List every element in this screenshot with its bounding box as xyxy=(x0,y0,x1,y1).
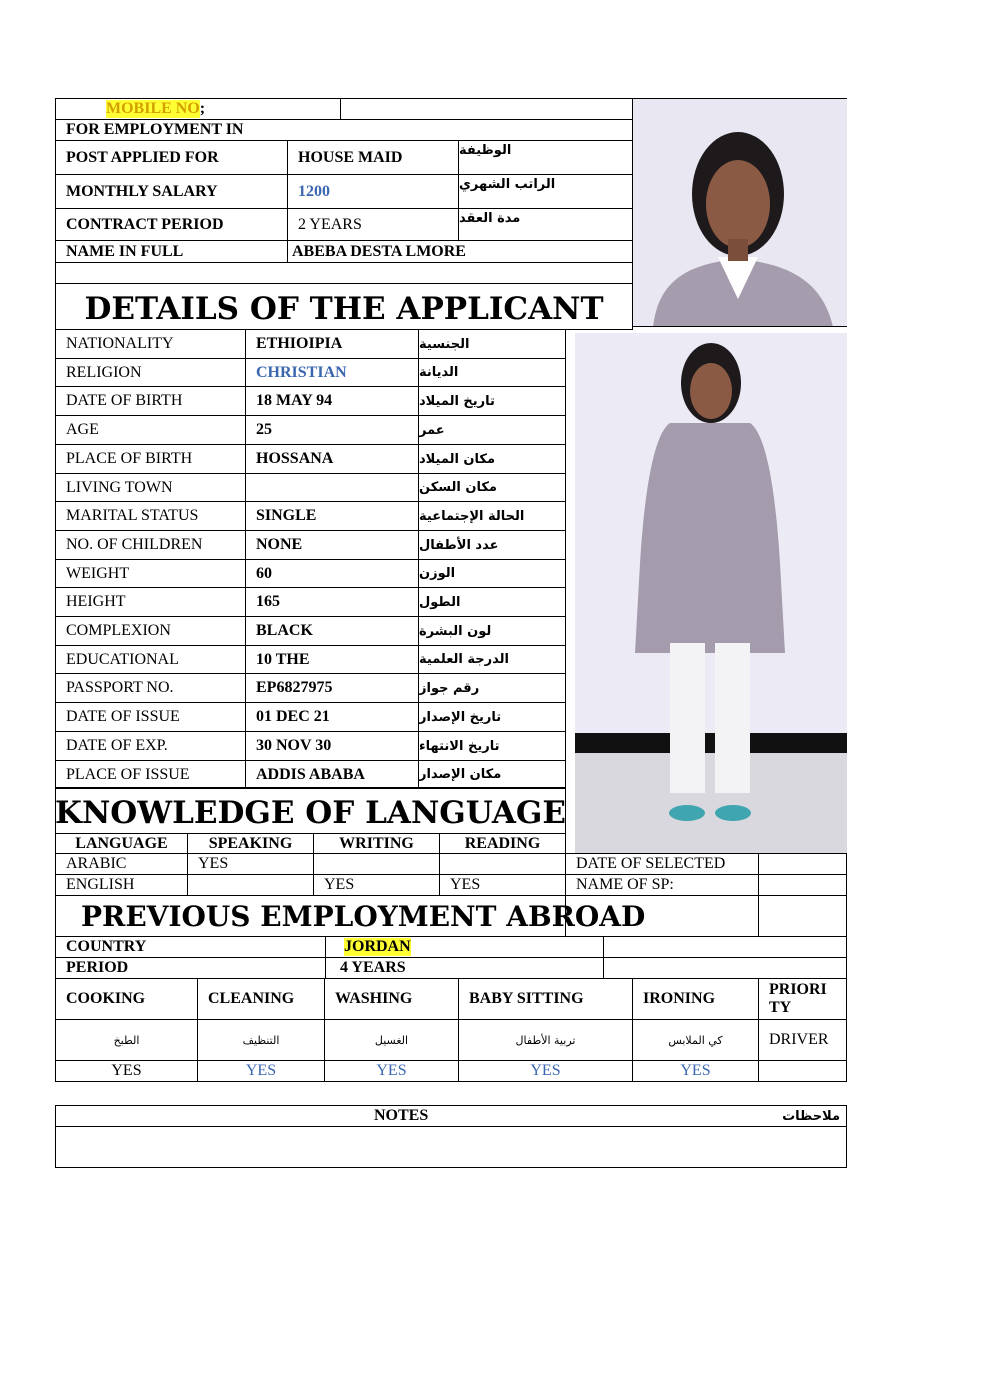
notes-label: NOTES xyxy=(374,1107,429,1124)
skill-label: IRONING xyxy=(632,978,759,1020)
detail-arabic: الجنسية xyxy=(418,329,566,359)
lang-header-writing: WRITING xyxy=(313,833,440,854)
salary-arabic: الراتب الشهري xyxy=(458,174,633,209)
detail-arabic: الطول xyxy=(418,587,566,617)
detail-arabic: تاريخ الانتهاء xyxy=(418,731,566,761)
notes-header-cell xyxy=(55,1105,847,1127)
country-label: COUNTRY xyxy=(55,936,326,958)
detail-arabic: تاريخ الميلاد xyxy=(418,386,566,416)
details-title: DETAILS OF THE APPLICANT xyxy=(55,283,633,330)
contract-arabic: مدة العقد xyxy=(458,208,633,241)
skill-arabic: كي الملابس xyxy=(632,1019,759,1061)
detail-arabic: الوزن xyxy=(418,559,566,588)
detail-value: NONE xyxy=(245,530,419,560)
detail-value xyxy=(245,473,419,502)
detail-arabic: الديانة xyxy=(418,358,566,387)
lang-english-speaking xyxy=(187,874,314,896)
post-applied-arabic: الوظيفة xyxy=(458,140,633,175)
skill-value: YES xyxy=(458,1060,633,1082)
detail-arabic: الدرجة العلمية xyxy=(418,645,566,674)
priority-blank xyxy=(758,1060,847,1082)
skill-value: YES xyxy=(632,1060,759,1082)
lang-header-reading: READING xyxy=(439,833,566,854)
date-selected-label: DATE OF SELECTED xyxy=(565,853,759,875)
sp-name-value xyxy=(758,874,847,896)
detail-value: 01 DEC 21 xyxy=(245,702,419,732)
priority-value: DRIVER xyxy=(758,1019,847,1061)
detail-value: 60 xyxy=(245,559,419,588)
detail-arabic: لون البشرة xyxy=(418,616,566,646)
headshot-photo xyxy=(633,98,847,326)
country-value: JORDAN xyxy=(344,938,411,955)
detail-label: DATE OF EXP. xyxy=(55,731,246,761)
skill-arabic: تربية الأطفال xyxy=(458,1019,633,1061)
detail-label: NO. OF CHILDREN xyxy=(55,530,246,560)
lang-arabic-writing xyxy=(313,853,440,875)
detail-label: AGE xyxy=(55,415,246,445)
detail-value: 18 MAY 94 xyxy=(245,386,419,416)
mobile-value-cell xyxy=(340,98,633,120)
notes-arabic: ملاحظات xyxy=(782,1108,840,1124)
salary-label: MONTHLY SALARY xyxy=(55,174,288,209)
lang-header-language: LANGUAGE xyxy=(55,833,188,854)
detail-arabic: رقم جواز xyxy=(418,673,566,703)
detail-label: MARITAL STATUS xyxy=(55,501,246,531)
detail-label: DATE OF BIRTH xyxy=(55,386,246,416)
skill-label: WASHING xyxy=(324,978,459,1020)
mobile-label-cell xyxy=(55,98,341,120)
fullbody-photo xyxy=(575,333,847,853)
detail-arabic: عمر xyxy=(418,415,566,445)
detail-value: EP6827975 xyxy=(245,673,419,703)
headshot-illustration xyxy=(633,99,847,327)
detail-arabic: مكان الميلاد xyxy=(418,444,566,474)
mobile-suffix: ; xyxy=(199,100,206,117)
detail-arabic: الحالة الإجتماعية xyxy=(418,501,566,531)
period-value: 4 YEARS xyxy=(325,957,604,979)
detail-value: CHRISTIAN xyxy=(245,358,419,387)
previous-title: PREVIOUS EMPLOYMENT ABROAD xyxy=(55,895,566,937)
contract-label: CONTRACT PERIOD xyxy=(55,208,288,241)
date-selected-value xyxy=(758,853,847,875)
period-label: PERIOD xyxy=(55,957,326,979)
detail-value: HOSSANA xyxy=(245,444,419,474)
detail-label: DATE OF ISSUE xyxy=(55,702,246,732)
salary-value: 1200 xyxy=(287,174,459,209)
detail-value: BLACK xyxy=(245,616,419,646)
notes-body xyxy=(55,1126,847,1168)
previous-blank-1 xyxy=(565,895,759,937)
name-value: ABEBA DESTA LMORE xyxy=(287,240,633,263)
post-applied-label: POST APPLIED FOR xyxy=(55,140,288,175)
skill-value: YES xyxy=(324,1060,459,1082)
blank-row xyxy=(55,262,633,284)
lang-arabic-speaking: YES xyxy=(187,853,314,875)
detail-value: 30 NOV 30 xyxy=(245,731,419,761)
skill-arabic: الغسيل xyxy=(324,1019,459,1061)
skill-value: YES xyxy=(197,1060,325,1082)
priority-label: PRIORI TY xyxy=(758,978,847,1020)
detail-label: LIVING TOWN xyxy=(55,473,246,502)
mobile-label: MOBILE NO xyxy=(106,100,200,117)
name-label: NAME IN FULL xyxy=(55,240,288,263)
lang-header-speaking: SPEAKING xyxy=(187,833,314,854)
skill-arabic: الطبخ xyxy=(55,1019,198,1061)
lang-arabic-reading xyxy=(439,853,566,875)
post-applied-value: HOUSE MAID xyxy=(287,140,459,175)
detail-arabic: تاريخ الإصدار xyxy=(418,702,566,732)
contract-value: 2 YEARS xyxy=(287,208,459,241)
sp-name-label: NAME OF SP: xyxy=(565,874,759,896)
headshot-divider xyxy=(633,326,847,327)
detail-label: PLACE OF ISSUE xyxy=(55,760,246,789)
detail-arabic: مكان السكن xyxy=(418,473,566,502)
skill-label: COOKING xyxy=(55,978,198,1020)
lang-arabic-name: ARABIC xyxy=(55,853,188,875)
detail-arabic: مكان الإصدار xyxy=(418,760,566,789)
skill-value: YES xyxy=(55,1060,198,1082)
detail-value: ADDIS ABABA xyxy=(245,760,419,789)
country-blank xyxy=(603,936,847,958)
for-employment-label: FOR EMPLOYMENT IN xyxy=(55,119,633,141)
detail-label: COMPLEXION xyxy=(55,616,246,646)
lang-english-reading: YES xyxy=(439,874,566,896)
skill-label: BABY SITTING xyxy=(458,978,633,1020)
detail-value: 10 THE xyxy=(245,645,419,674)
detail-value: ETHIOIPIA xyxy=(245,329,419,359)
period-blank xyxy=(603,957,847,979)
fullbody-illustration xyxy=(575,333,847,853)
detail-arabic: عدد الأطفال xyxy=(418,530,566,560)
detail-label: RELIGION xyxy=(55,358,246,387)
detail-label: PLACE OF BIRTH xyxy=(55,444,246,474)
lang-english-name: ENGLISH xyxy=(55,874,188,896)
detail-value: 165 xyxy=(245,587,419,617)
skill-arabic: التنظيف xyxy=(197,1019,325,1061)
detail-label: NATIONALITY xyxy=(55,329,246,359)
previous-blank-2 xyxy=(758,895,847,937)
detail-value: 25 xyxy=(245,415,419,445)
lang-english-writing: YES xyxy=(313,874,440,896)
detail-label: HEIGHT xyxy=(55,587,246,617)
detail-label: WEIGHT xyxy=(55,559,246,588)
detail-label: PASSPORT NO. xyxy=(55,673,246,703)
language-title: KNOWLEDGE OF LANGUAGE xyxy=(55,787,566,834)
country-cell xyxy=(325,936,604,958)
detail-label: EDUCATIONAL xyxy=(55,645,246,674)
detail-value: SINGLE xyxy=(245,501,419,531)
skill-label: CLEANING xyxy=(197,978,325,1020)
